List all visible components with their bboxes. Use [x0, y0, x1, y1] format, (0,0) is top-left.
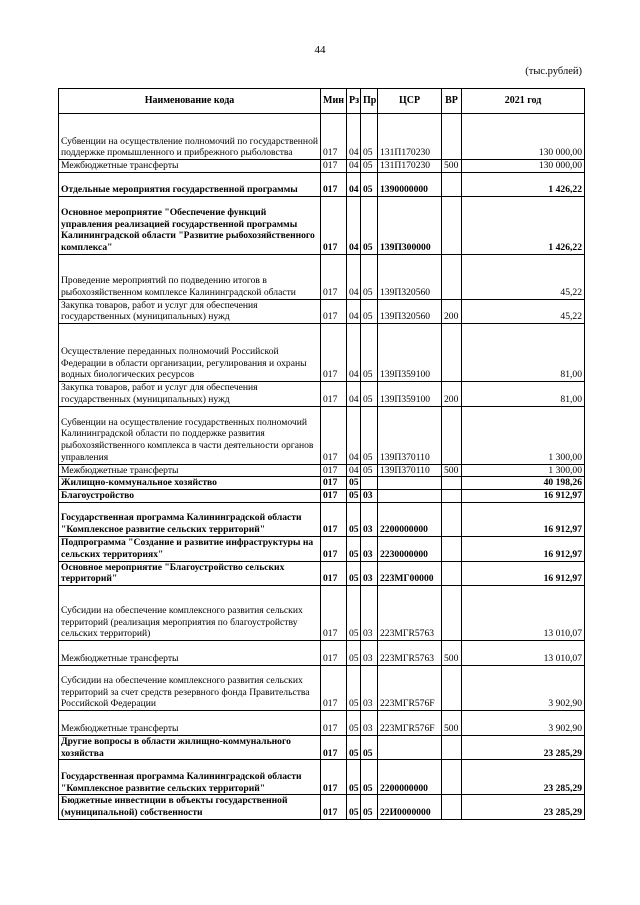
cell-min: 017	[321, 464, 347, 477]
cell-vr: 200	[442, 382, 462, 406]
cell-min: 017	[321, 586, 347, 641]
cell-name: Субвенции на осуществление государственных полномочий Калининградской области по поддержке развития рыбохозяйственного комплекса в части деятельности органов управления	[59, 406, 321, 464]
cell-sum: 23 285,29	[462, 795, 585, 819]
budget-table	[58, 88, 585, 820]
table-header-row	[59, 89, 585, 114]
cell-csr: 223МГR5763	[378, 586, 442, 641]
cell-rz: 04	[347, 114, 361, 160]
table-row	[59, 760, 585, 795]
cell-min: 017	[321, 666, 347, 711]
cell-csr	[378, 736, 442, 760]
cell-csr: 223МГR576F	[378, 666, 442, 711]
cell-sum: 1 426,22	[462, 196, 585, 254]
header-min: Мин	[321, 89, 347, 114]
cell-rz: 05	[347, 489, 361, 502]
cell-name: Осуществление переданных полномочий Российской Федерации в области организации, регулирования и охраны водных биологических ресурсов	[59, 324, 321, 382]
cell-pr: 03	[361, 641, 378, 666]
cell-pr: 05	[361, 114, 378, 160]
cell-min: 017	[321, 406, 347, 464]
cell-rz: 05	[347, 760, 361, 795]
cell-min: 017	[321, 536, 347, 561]
cell-sum: 1 300,00	[462, 406, 585, 464]
table-row	[59, 172, 585, 196]
cell-csr: 2200000000	[378, 760, 442, 795]
table-row	[59, 254, 585, 299]
cell-rz: 04	[347, 254, 361, 299]
cell-pr: 05	[361, 160, 378, 173]
cell-pr: 05	[361, 299, 378, 323]
page-number: 44	[314, 44, 326, 56]
cell-vr	[442, 736, 462, 760]
cell-sum: 16 912,97	[462, 561, 585, 585]
cell-vr	[442, 586, 462, 641]
cell-csr: 22И0000000	[378, 795, 442, 819]
cell-pr: 05	[361, 382, 378, 406]
header-year: 2021 год	[462, 89, 585, 114]
cell-sum: 1 426,22	[462, 172, 585, 196]
cell-rz: 05	[347, 586, 361, 641]
cell-pr: 03	[361, 561, 378, 585]
cell-vr	[442, 502, 462, 536]
cell-sum: 45,22	[462, 254, 585, 299]
cell-pr: 05	[361, 196, 378, 254]
table-row	[59, 477, 585, 490]
cell-rz: 04	[347, 464, 361, 477]
cell-name: Закупка товаров, работ и услуг для обеспечения государственных (муниципальных) нужд	[59, 382, 321, 406]
cell-min: 017	[321, 254, 347, 299]
cell-min: 017	[321, 760, 347, 795]
cell-min: 017	[321, 196, 347, 254]
cell-rz: 04	[347, 324, 361, 382]
cell-name: Основное мероприятие "Благоустройство сельских территорий"	[59, 561, 321, 585]
cell-min: 017	[321, 502, 347, 536]
cell-min: 017	[321, 736, 347, 760]
cell-csr: 139П370110	[378, 406, 442, 464]
cell-rz: 05	[347, 736, 361, 760]
cell-vr	[442, 561, 462, 585]
table-row	[59, 711, 585, 736]
cell-min: 017	[321, 160, 347, 173]
cell-pr: 05	[361, 760, 378, 795]
cell-min: 017	[321, 172, 347, 196]
cell-min: 017	[321, 299, 347, 323]
cell-name: Государственная программа Калининградской области "Комплексное развитие сельских территорий"	[59, 760, 321, 795]
cell-vr	[442, 760, 462, 795]
cell-sum: 40 198,26	[462, 477, 585, 490]
cell-csr: 139П300000	[378, 196, 442, 254]
cell-pr: 05	[361, 254, 378, 299]
cell-csr: 139П320560	[378, 299, 442, 323]
cell-rz: 05	[347, 477, 361, 490]
cell-pr: 03	[361, 502, 378, 536]
cell-vr	[442, 477, 462, 490]
cell-pr: 03	[361, 666, 378, 711]
cell-pr: 05	[361, 795, 378, 819]
cell-name: Отдельные мероприятия государственной программы	[59, 172, 321, 196]
cell-pr: 03	[361, 536, 378, 561]
cell-name: Проведение мероприятий по подведению итогов в рыбохозяйственном комплексе Калининградской области	[59, 254, 321, 299]
cell-csr: 131П170230	[378, 114, 442, 160]
cell-name: Закупка товаров, работ и услуг для обеспечения государственных (муниципальных) нужд	[59, 299, 321, 323]
cell-csr: 139П320560	[378, 254, 442, 299]
cell-pr: 05	[361, 736, 378, 760]
cell-rz: 05	[347, 536, 361, 561]
units-label: (тыс.рублей)	[525, 66, 582, 77]
cell-sum: 3 902,90	[462, 666, 585, 711]
cell-vr: 200	[442, 299, 462, 323]
cell-sum: 3 902,90	[462, 711, 585, 736]
table-row	[59, 382, 585, 406]
cell-name: Другие вопросы в области жилищно-коммунального хозяйства	[59, 736, 321, 760]
table-row	[59, 324, 585, 382]
cell-name: Межбюджетные трансферты	[59, 641, 321, 666]
table-row	[59, 736, 585, 760]
cell-rz: 04	[347, 196, 361, 254]
cell-vr	[442, 196, 462, 254]
cell-vr	[442, 536, 462, 561]
cell-rz: 04	[347, 406, 361, 464]
table-row	[59, 536, 585, 561]
cell-rz: 04	[347, 382, 361, 406]
header-name: Наименование кода	[59, 89, 321, 114]
cell-rz: 04	[347, 299, 361, 323]
cell-csr: 139П359100	[378, 382, 442, 406]
cell-sum: 130 000,00	[462, 160, 585, 173]
cell-sum: 16 912,97	[462, 489, 585, 502]
cell-rz: 04	[347, 172, 361, 196]
cell-sum: 13 010,07	[462, 641, 585, 666]
table-row	[59, 160, 585, 173]
header-pr: Пр	[361, 89, 378, 114]
cell-pr: 05	[361, 324, 378, 382]
cell-vr	[442, 795, 462, 819]
cell-vr	[442, 406, 462, 464]
table-row	[59, 666, 585, 711]
cell-csr: 139П370110	[378, 464, 442, 477]
cell-vr	[442, 254, 462, 299]
cell-name: Межбюджетные трансферты	[59, 711, 321, 736]
header-vr: ВР	[442, 89, 462, 114]
cell-pr: 03	[361, 711, 378, 736]
cell-vr	[442, 114, 462, 160]
cell-vr: 500	[442, 464, 462, 477]
cell-min: 017	[321, 561, 347, 585]
cell-csr	[378, 489, 442, 502]
cell-name: Основное мероприятие "Обеспечение функций управления реализацией государственной программы Калининградской области "Развитие рыбохозяйственного комплекса"	[59, 196, 321, 254]
cell-csr: 223МГR5763	[378, 641, 442, 666]
cell-vr: 500	[442, 711, 462, 736]
cell-name: Подпрограмма "Создание и развитие инфраструктуры на сельских территориях"	[59, 536, 321, 561]
cell-sum: 1 300,00	[462, 464, 585, 477]
table-row	[59, 489, 585, 502]
cell-vr	[442, 666, 462, 711]
cell-name: Субсидии на обеспечение комплексного развития сельских территорий за счет средств резервного фонда Правительства Российской Федерации	[59, 666, 321, 711]
cell-pr: 05	[361, 464, 378, 477]
cell-min: 017	[321, 711, 347, 736]
cell-vr	[442, 172, 462, 196]
cell-name: Межбюджетные трансферты	[59, 464, 321, 477]
cell-min: 017	[321, 382, 347, 406]
cell-csr: 2200000000	[378, 502, 442, 536]
cell-csr: 139П359100	[378, 324, 442, 382]
cell-min: 017	[321, 641, 347, 666]
table-row	[59, 586, 585, 641]
cell-min: 017	[321, 795, 347, 819]
cell-sum: 23 285,29	[462, 760, 585, 795]
cell-sum: 13 010,07	[462, 586, 585, 641]
cell-pr: 03	[361, 489, 378, 502]
cell-sum: 81,00	[462, 324, 585, 382]
cell-name: Субвенции на осуществление полномочий по государственной поддержке промышленного и прибрежного рыболовства	[59, 114, 321, 160]
cell-rz: 05	[347, 641, 361, 666]
cell-vr: 500	[442, 641, 462, 666]
header-rz: Рз	[347, 89, 361, 114]
cell-vr: 500	[442, 160, 462, 173]
cell-csr: 2230000000	[378, 536, 442, 561]
table-row	[59, 114, 585, 160]
cell-pr	[361, 477, 378, 490]
cell-name: Государственная программа Калининградской области "Комплексное развитие сельских территорий"	[59, 502, 321, 536]
cell-name: Субсидии на обеспечение комплексного развития сельских территорий (реализация мероприятия по благоустройству сельских территорий)	[59, 586, 321, 641]
cell-sum: 16 912,97	[462, 536, 585, 561]
cell-vr	[442, 324, 462, 382]
cell-name: Межбюджетные трансферты	[59, 160, 321, 173]
cell-pr: 05	[361, 172, 378, 196]
cell-sum: 130 000,00	[462, 114, 585, 160]
cell-min: 017	[321, 114, 347, 160]
cell-csr	[378, 477, 442, 490]
cell-rz: 05	[347, 795, 361, 819]
cell-sum: 81,00	[462, 382, 585, 406]
cell-sum: 16 912,97	[462, 502, 585, 536]
cell-csr: 223МГR576F	[378, 711, 442, 736]
cell-min: 017	[321, 324, 347, 382]
table-row	[59, 464, 585, 477]
table-row	[59, 502, 585, 536]
cell-pr: 03	[361, 586, 378, 641]
header-csr: ЦСР	[378, 89, 442, 114]
cell-name: Благоустройство	[59, 489, 321, 502]
table-row	[59, 406, 585, 464]
table-row	[59, 299, 585, 323]
cell-min: 017	[321, 477, 347, 490]
cell-sum: 45,22	[462, 299, 585, 323]
cell-rz: 04	[347, 160, 361, 173]
cell-name: Жилищно-коммунальное хозяйство	[59, 477, 321, 490]
cell-rz: 05	[347, 666, 361, 711]
cell-csr: 223МГ00000	[378, 561, 442, 585]
cell-csr: 131П170230	[378, 160, 442, 173]
cell-pr: 05	[361, 406, 378, 464]
cell-rz: 05	[347, 502, 361, 536]
table-row	[59, 795, 585, 819]
cell-sum: 23 285,29	[462, 736, 585, 760]
table-row	[59, 561, 585, 585]
cell-name: Бюджетные инвестиции в объекты государственной (муниципальной) собственности	[59, 795, 321, 819]
cell-rz: 05	[347, 561, 361, 585]
cell-min: 017	[321, 489, 347, 502]
cell-vr	[442, 489, 462, 502]
table-row	[59, 196, 585, 254]
table-row	[59, 641, 585, 666]
cell-csr: 1390000000	[378, 172, 442, 196]
cell-rz: 05	[347, 711, 361, 736]
